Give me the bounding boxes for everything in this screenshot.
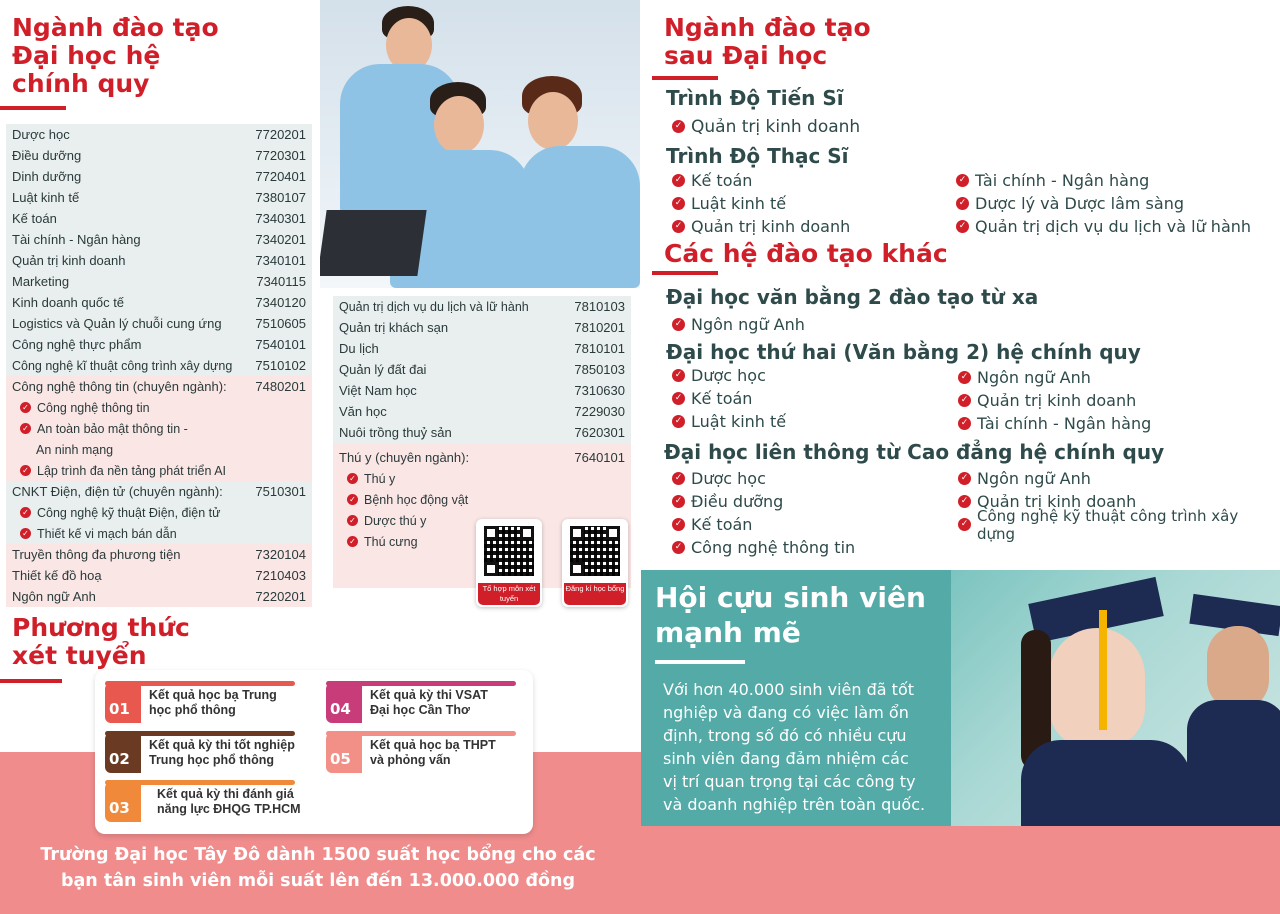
check-icon: ✓ <box>672 392 685 405</box>
program-row: Nuôi trồng thuỷ sản 7620301 <box>333 422 631 443</box>
sub-program: ✓ Dược thú y <box>333 510 631 531</box>
check-icon: ✓ <box>347 536 358 547</box>
check-icon: ✓ <box>958 495 971 508</box>
alumni-body: Với hơn 40.000 sinh viên đã tốt nghiệp và đang có việc làm ổn định, trong số đó có nhiều cựu sinh viên đang đảm nhiệm các vị trí quan trọng tại các công ty và doanh nghiệp trên toàn quốc. <box>663 680 926 814</box>
program-group-ee: CNKT Điện, điện tử (chuyên ngành): 7510301 <box>6 481 312 502</box>
sub-program: ✓ An toàn bảo mật thông tin - <box>6 418 312 439</box>
alumni-section <box>641 570 1280 826</box>
masters-list-col1: ✓ Kế toán ✓ Luật kinh tế ✓ Quản trị kinh doanh <box>672 169 850 238</box>
check-icon: ✓ <box>672 220 685 233</box>
check-icon: ✓ <box>20 402 31 413</box>
check-icon: ✓ <box>672 174 685 187</box>
sub-program: ✓ Thú y <box>333 468 631 489</box>
program-row: Quản trị khách sạn 7810201 <box>333 317 631 338</box>
program-row: Dinh dưỡng 7720401 <box>6 166 312 187</box>
program-row: Logistics và Quản lý chuỗi cung ứng 7510605 <box>6 313 312 334</box>
check-icon: ✓ <box>958 394 971 407</box>
program-row: Tài chính - Ngân hàng 7340201 <box>6 229 312 250</box>
method-02: 02 Kết quả kỳ thi tốt nghiệp Trung học phổ thông <box>105 733 295 773</box>
check-icon: ✓ <box>958 371 971 384</box>
program-row: Ngôn ngữ Anh 7220201 <box>6 586 312 607</box>
check-icon: ✓ <box>958 518 971 531</box>
distance-degree-list: ✓ Ngôn ngữ Anh <box>672 313 805 336</box>
sub-program: ✓ Công nghệ kỹ thuật Điện, điện tử <box>6 502 312 523</box>
program-row: Thiết kế đồ hoạ 7210403 <box>6 565 312 586</box>
phd-list: ✓ Quản trị kinh doanh <box>672 115 860 138</box>
sub-program-continued: An ninh mạng <box>6 439 312 460</box>
check-icon: ✓ <box>956 197 969 210</box>
program-row: Dược học 7720201 <box>6 124 312 145</box>
program-row: Du lịch 7810101 <box>333 338 631 359</box>
graduates-photo <box>951 570 1280 826</box>
method-01: 01 Kết quả học bạ Trung học phổ thông <box>105 683 277 723</box>
program-row: Luật kinh tế 7380107 <box>6 187 312 208</box>
method-03: 03 Kết quả kỳ thi đánh giá năng lực ĐHQG TP.HCM <box>105 782 301 822</box>
check-icon: ✓ <box>672 197 685 210</box>
title-underline <box>652 271 718 275</box>
program-group-it: Công nghệ thông tin (chuyên ngành): 7480201 <box>6 376 312 397</box>
check-icon: ✓ <box>20 465 31 476</box>
check-icon: ✓ <box>956 220 969 233</box>
scholarship-text: Trường Đại học Tây Đô dành 1500 suất học bổng cho các bạn tân sinh viên mỗi suất lên đến 13.000.000 đồng <box>40 845 596 891</box>
title-underline <box>0 106 66 110</box>
phd-title: Trình Độ Tiến Sĩ <box>666 86 844 110</box>
alumni-title: Hội cựu sinh viên mạnh mẽ <box>655 581 926 649</box>
transfer-degree-title: Đại học liên thông từ Cao đẳng hệ chính quy <box>664 440 1165 464</box>
check-icon: ✓ <box>672 120 685 133</box>
program-row: Kế toán 7340301 <box>6 208 312 229</box>
program-group-vet: Thú y (chuyên ngành): 7640101 <box>333 447 631 468</box>
program-row: Công nghệ thực phẩm 7540101 <box>6 334 312 355</box>
admission-methods-title: Phương thức xét tuyển <box>12 613 190 670</box>
program-row: Việt Nam học 7310630 <box>333 380 631 401</box>
check-icon: ✓ <box>672 318 685 331</box>
other-programs-title: Các hệ đào tạo khác <box>664 239 948 268</box>
program-row: Truyền thông đa phương tiện 7320104 <box>6 544 312 565</box>
check-icon: ✓ <box>347 473 358 484</box>
sub-program: ✓ Thú cưng <box>333 531 631 552</box>
check-icon: ✓ <box>20 423 31 434</box>
check-icon: ✓ <box>958 417 971 430</box>
method-04: 04 Kết quả kỳ thi VSAT Đại học Cần Thơ <box>326 683 488 723</box>
second-degree-col2: ✓ Ngôn ngữ Anh ✓ Quản trị kinh doanh ✓ Tài chính - Ngân hàng <box>958 366 1151 435</box>
postgrad-title: Ngành đào tạo sau Đại học <box>664 13 871 70</box>
check-icon: ✓ <box>956 174 969 187</box>
students-photo <box>320 0 640 288</box>
check-icon: ✓ <box>672 472 685 485</box>
alumni-underline <box>655 660 745 664</box>
sub-program: ✓ Công nghệ thông tin <box>6 397 312 418</box>
program-row: Quản trị kinh doanh 7340101 <box>6 250 312 271</box>
program-row: Công nghệ kĩ thuật công trình xây dựng 7510102 <box>6 355 312 376</box>
undergrad-title: Ngành đào tạo Đại học hệ chính quy <box>12 13 219 98</box>
check-icon: ✓ <box>672 495 685 508</box>
second-degree-title: Đại học thứ hai (Văn bằng 2) hệ chính quy <box>666 340 1141 364</box>
qr-scholarship-register[interactable] <box>562 519 628 607</box>
sub-program: ✓ Lập trình đa nền tảng phát triển AI <box>6 460 312 481</box>
undergrad-program-table <box>6 124 312 607</box>
check-icon: ✓ <box>347 515 358 526</box>
distance-degree-title: Đại học văn bằng 2 đào tạo từ xa <box>666 285 1039 309</box>
check-icon: ✓ <box>672 541 685 554</box>
program-row: Văn học 7229030 <box>333 401 631 422</box>
method-05: 05 Kết quả học bạ THPT và phỏng vấn <box>326 733 496 773</box>
sub-program: ✓ Thiết kế vi mạch bán dẫn <box>6 523 312 544</box>
qr-combination-subjects[interactable] <box>476 519 542 607</box>
qr-label: Đăng kí học bổng <box>564 583 626 605</box>
check-icon: ✓ <box>20 528 31 539</box>
check-icon: ✓ <box>672 369 685 382</box>
title-underline <box>0 679 62 683</box>
sub-program: ✓ Bệnh học động vật <box>333 489 631 510</box>
transfer-degree-col1: ✓ Dược học ✓ Điều dưỡng ✓ Kế toán ✓ Công nghệ thông tin <box>672 467 855 559</box>
title-underline <box>652 76 718 80</box>
check-icon: ✓ <box>958 472 971 485</box>
program-row: Điều dưỡng 7720301 <box>6 145 312 166</box>
check-icon: ✓ <box>672 518 685 531</box>
qr-label: Tổ hợp môn xét tuyển <box>478 583 540 605</box>
check-icon: ✓ <box>672 415 685 428</box>
transfer-degree-col2: ✓ Ngôn ngữ Anh ✓ Quản trị kinh doanh ✓ Công nghệ kỹ thuật công trình xây dựng <box>958 467 1280 536</box>
second-degree-col1: ✓ Dược học ✓ Kế toán ✓ Luật kinh tế <box>672 364 786 433</box>
masters-title: Trình Độ Thạc Sĩ <box>666 144 849 168</box>
program-row: Quản trị dịch vụ du lịch và lữ hành 7810103 <box>333 296 631 317</box>
program-row: Quản lý đất đai 7850103 <box>333 359 631 380</box>
check-icon: ✓ <box>20 507 31 518</box>
program-row: Marketing 7340115 <box>6 271 312 292</box>
check-icon: ✓ <box>347 494 358 505</box>
program-row: Kinh doanh quốc tế 7340120 <box>6 292 312 313</box>
masters-list-col2: ✓ Tài chính - Ngân hàng ✓ Dược lý và Dược lâm sàng ✓ Quản trị dịch vụ du lịch và lữ hành <box>956 169 1251 238</box>
